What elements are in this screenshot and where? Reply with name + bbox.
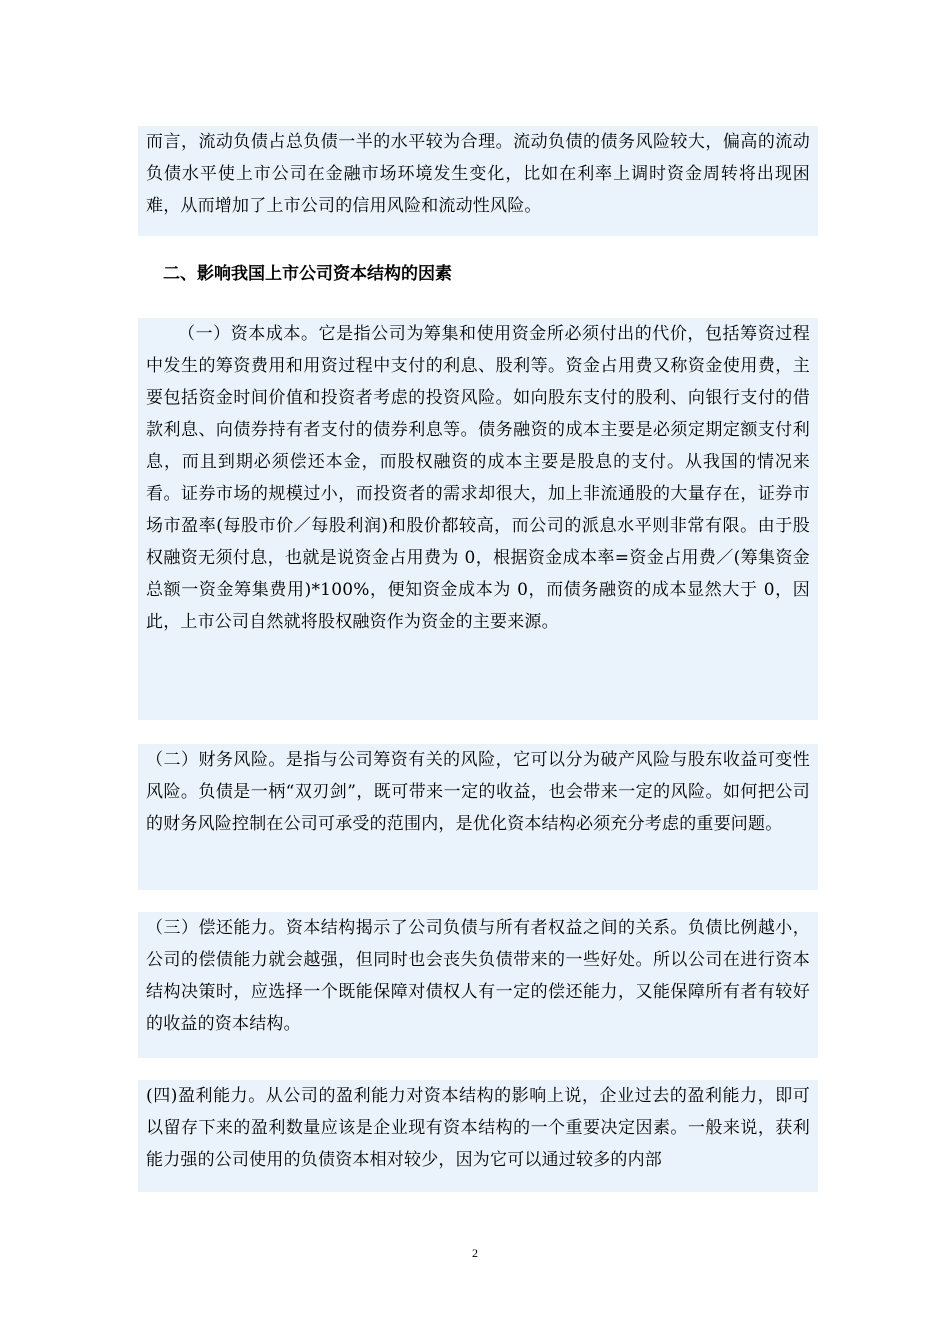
paragraph-capital-cost-text: （一）资本成本。它是指公司为筹集和使用资金所必须付出的代价，包括筹资过程中发生的筹资费用和用资过程中支付的利息、股利等。资金占用费又称资金使用费，主要包括资金时间价值和投资者考虑的投资风险。如向股东支付的股利、向银行支付的借款利息、向债券持有者支付的债券利息等。债务融资的成本主要是必须定期定额支付利息，而且到期必须偿还本金，而股权融资的成本主要是股息的支付。从我国的情况来看。证券市场的规模过小，而投资者的需求却很大，加上非流通股的大量存在，证券市场市盈率(每股市价／每股利润)和股价都较高，而公司的派息水平则非常有限。由于股权融资无须付息，也就是说资金占用费为 0，根据资金成本率=资金占用费／(筹集资金总额一资金筹集费用)*100%，便知资金成本为 0，而债务融资的成本显然大于 0，因此，上市公司自然就将股权融资作为资金的主要来源。 xyxy=(146,324,810,632)
page-number: 2 xyxy=(472,1246,478,1260)
paragraph-capital-cost xyxy=(138,318,818,720)
paragraph-financial-risk xyxy=(138,744,818,890)
paragraph-financial-risk-text: （二）财务风险。是指与公司筹资有关的风险，它可以分为破产风险与股东收益可变性风险。负债是一柄“双刃剑”，既可带来一定的收益，也会带来一定的风险。如何把公司的财务风险控制在公司可承受的范围内，是优化资本结构必须充分考虑的重要问题。 xyxy=(146,750,810,834)
paragraph-intro-text: 而言，流动负债占总负债一半的水平较为合理。流动负债的债务风险较大，偏高的流动负债水平使上市公司在金融市场环境发生变化，比如在利率上调时资金周转将出现困难，从而增加了上市公司的信用风险和流动性风险。 xyxy=(146,132,810,216)
paragraph-profitability xyxy=(138,1080,818,1192)
paragraph-profitability-text: (四)盈利能力。从公司的盈利能力对资本结构的影响上说，企业过去的盈利能力，即可以留存下来的盈利数量应该是企业现有资本结构的一个重要决定因素。一般来说，获利能力强的公司使用的负债资本相对较少，因为它可以通过较多的内部 xyxy=(146,1086,810,1170)
paragraph-solvency xyxy=(138,912,818,1058)
paragraph-intro xyxy=(138,126,818,236)
section-heading: 二、影响我国上市公司资本结构的因素 xyxy=(163,264,452,284)
paragraph-solvency-text: （三）偿还能力。资本结构揭示了公司负债与所有者权益之间的关系。负债比例越小，公司的偿债能力就会越强，但同时也会丧失负债带来的一些好处。所以公司在进行资本结构决策时，应选择一个既能保障对债权人有一定的偿还能力，又能保障所有者有较好的收益的资本结构。 xyxy=(146,918,810,1034)
